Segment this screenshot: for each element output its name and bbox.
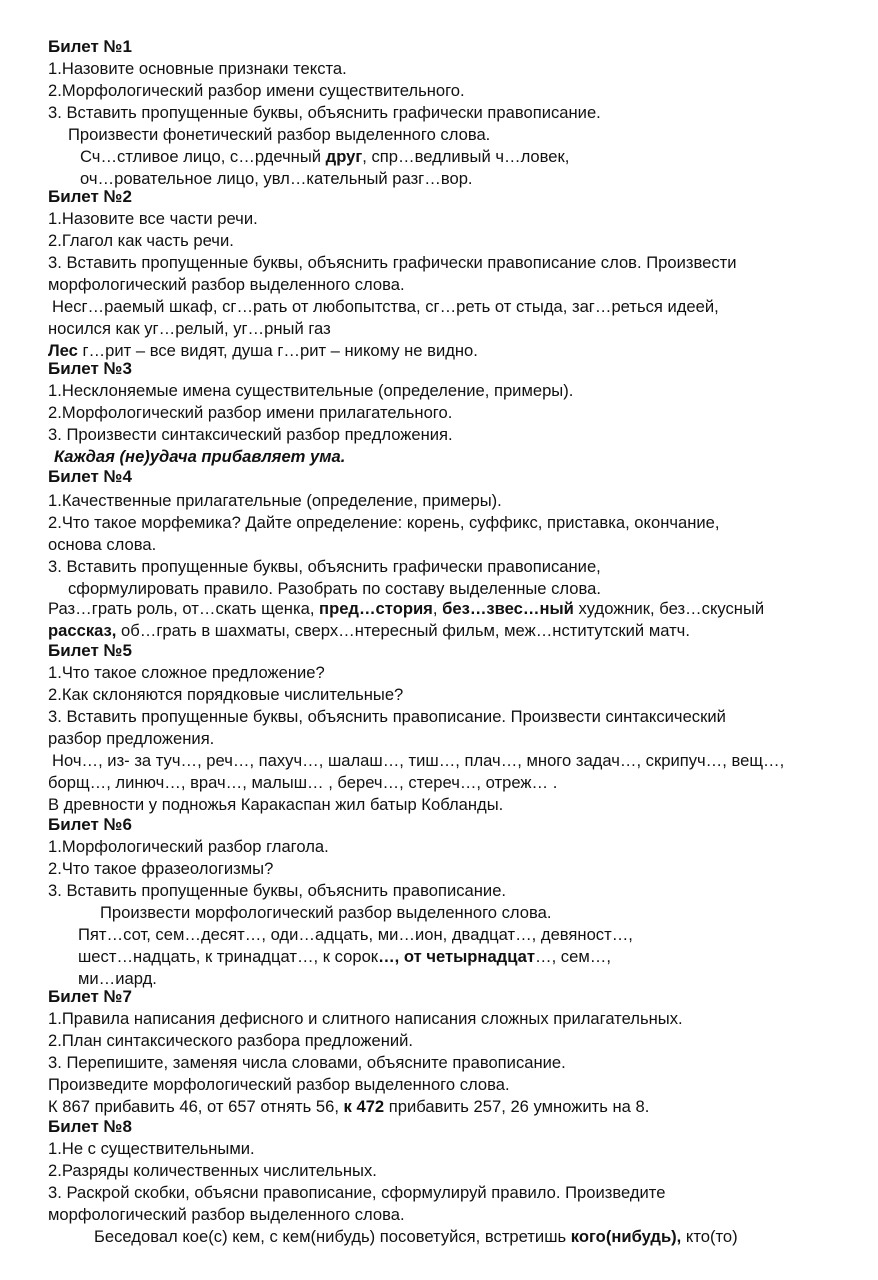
ticket-line (48, 1182, 665, 1204)
text-segment: 2.Что такое фразеологизмы? (48, 859, 274, 878)
ticket-title: Билет №6 (48, 815, 132, 834)
ticket-line (48, 1204, 405, 1226)
text-segment: носился как уг…релый, уг…рный газ (48, 319, 331, 338)
ticket-line (78, 924, 633, 946)
text-segment: сформулировать правило. Разобрать по составу выделенные слова. (68, 579, 602, 598)
ticket-line (48, 1138, 255, 1160)
ticket-line (48, 102, 601, 124)
ticket-title: Билет №4 (48, 467, 132, 486)
text-segment: Ноч…, из- за туч…, реч…, пахуч…, шалаш…, тиш…, плач…, много задач…, скрипуч…, вещ…, (52, 751, 785, 770)
highlighted-word: пред…стория (319, 599, 433, 618)
ticket-line (48, 836, 329, 858)
text-segment: 1.Что такое сложное предложение? (48, 663, 325, 682)
ticket-line (52, 750, 784, 772)
ticket-line (94, 1226, 738, 1248)
text-segment: кто(то) (681, 1227, 738, 1246)
ticket-title: Билет №8 (48, 1117, 132, 1136)
ticket-line (48, 706, 726, 728)
text-segment: 1.Правила написания дефисного и слитного написания сложных прилагательных. (48, 1009, 683, 1028)
text-segment: Произвести фонетический разбор выделенного слова. (68, 125, 491, 144)
ticket-line (80, 168, 473, 190)
text-segment: 2.Глагол как часть речи. (48, 231, 234, 250)
ticket-title: Билет №2 (48, 187, 132, 206)
ticket-line (68, 578, 601, 600)
ticket-line (48, 274, 405, 296)
text-segment: 1.Назовите все части речи. (48, 209, 258, 228)
highlighted-word: к 472 (343, 1097, 385, 1116)
text-segment: Произвести морфологический разбор выделенного слова. (100, 903, 552, 922)
ticket-title: Билет №5 (48, 641, 132, 660)
text-segment: Несг…раемый шкаф, сг…рать от любопытства, сг…реть от стыда, заг…реться идеей, (52, 297, 719, 316)
text-segment: 3. Перепишите, заменяя числа словами, объясните правописание. (48, 1053, 566, 1072)
highlighted-word: …, от четырнадцат (378, 947, 535, 966)
text-segment: 1.Качественные прилагательные (определение, примеры). (48, 491, 502, 510)
ticket-line (48, 424, 453, 446)
text-segment: 3. Произвести синтаксический разбор предложения. (48, 425, 453, 444)
ticket-line (78, 946, 611, 968)
ticket-line (48, 620, 690, 642)
text-segment: К 867 прибавить 46, от 657 отнять 56, (48, 1097, 344, 1116)
text-segment: ми…иард. (78, 969, 157, 988)
text-segment: 1.Несклоняемые имена существительные (определение, примеры). (48, 381, 574, 400)
text-segment: разбор предложения. (48, 729, 215, 748)
text-segment: шест…надцать, к тринадцат…, к сорок (78, 947, 379, 966)
text-segment: об…грать в шахматы, сверх…нтересный фильм, меж…нститутский матч. (116, 621, 690, 640)
text-segment: Беседовал кое(с) кем, с кем(нибудь) посоветуйся, встретишь (94, 1227, 571, 1246)
ticket-line (48, 556, 601, 578)
text-segment: 3. Вставить пропущенные буквы, объяснить правописание. (48, 881, 507, 900)
text-segment: морфологический разбор выделенного слова. (48, 1205, 405, 1224)
text-segment: оч…ровательное лицо, увл…кательный разг…вор. (80, 169, 473, 188)
ticket-line (48, 1096, 649, 1118)
ticket-line (48, 684, 403, 706)
text-segment: , (432, 599, 443, 618)
text-segment: 3. Раскрой скобки, объясни правописание, сформулируй правило. Произведите (48, 1183, 666, 1202)
ticket-line (48, 728, 214, 750)
ticket-line (52, 296, 719, 318)
ticket-line (80, 146, 569, 168)
ticket-line (48, 662, 325, 684)
ticket-line (48, 230, 234, 252)
text-segment: г…рит – все видят, душа г…рит – никому не видно. (77, 341, 478, 360)
text-segment: 2.Как склоняются порядковые числительные? (48, 685, 404, 704)
text-segment: основа слова. (48, 535, 157, 554)
highlighted-word: друг (325, 147, 363, 166)
text-segment: 1.Не с существительными. (48, 1139, 255, 1158)
ticket-line (48, 208, 258, 230)
ticket-line (48, 1160, 377, 1182)
ticket-line (48, 880, 506, 902)
text-segment: В древности у подножья Каракаспан жил батыр Кобланды. (48, 795, 504, 814)
ticket-line (48, 1030, 413, 1052)
ticket-title: Билет №3 (48, 359, 132, 378)
text-segment: Пят…сот, сем…десят…, оди…адцать, ми…ион, двадцат…, девяност…, (78, 925, 633, 944)
text-segment: прибавить 257, 26 умножить на 8. (384, 1097, 650, 1116)
ticket-line (54, 446, 345, 468)
ticket-line (48, 490, 502, 512)
ticket-line (48, 1074, 510, 1096)
ticket-line (48, 772, 557, 794)
text-segment: 2.Разряды количественных числительных. (48, 1161, 377, 1180)
text-segment: Произведите морфологический разбор выделенного слова. (48, 1075, 510, 1094)
text-segment: борщ…, линюч…, врач…, малыш… , береч…, стереч…, отреж… . (48, 773, 558, 792)
ticket-line (48, 252, 737, 274)
ticket-line (48, 380, 573, 402)
highlighted-word: кого(нибудь), (570, 1227, 682, 1246)
text-segment: Раз…грать роль, от…скать щенка, (48, 599, 320, 618)
text-segment: …, сем…, (534, 947, 611, 966)
text-segment: 1.Назовите основные признаки текста. (48, 59, 347, 78)
text-segment: , спр…ведливый ч…ловек, (362, 147, 570, 166)
ticket-line (48, 80, 465, 102)
highlighted-word: Каждая (не)удача прибавляет ума. (54, 447, 346, 466)
ticket-line (48, 58, 347, 80)
ticket-line (48, 598, 764, 620)
text-segment: Сч…стливое лицо, с…рдечный (80, 147, 326, 166)
highlighted-word: Лес (48, 341, 78, 360)
text-segment: 2.План синтаксического разбора предложений. (48, 1031, 414, 1050)
highlighted-word: рассказ, (48, 621, 117, 640)
text-segment: 2.Что такое морфемика? Дайте определение: корень, суффикс, приставка, окончание, (48, 513, 720, 532)
text-segment: 3. Вставить пропущенные буквы, объяснить графически правописание. (48, 103, 601, 122)
text-segment: художник, без…скусный (573, 599, 765, 618)
ticket-line (48, 402, 452, 424)
text-segment: 1.Морфологический разбор глагола. (48, 837, 329, 856)
ticket-line (48, 534, 156, 556)
ticket-line (68, 124, 490, 146)
ticket-line (48, 512, 720, 534)
text-segment: 3. Вставить пропущенные буквы, объяснить графически правописание, (48, 557, 601, 576)
ticket-line (48, 318, 331, 340)
ticket-line (48, 858, 273, 880)
ticket-line (100, 902, 552, 924)
text-segment: 3. Вставить пропущенные буквы, объяснить графически правописание слов. Произвести (48, 253, 737, 272)
text-segment: 2.Морфологический разбор имени прилагательного. (48, 403, 453, 422)
highlighted-word: без…звес…ный (442, 599, 574, 618)
ticket-line (48, 1052, 566, 1074)
ticket-line (48, 1008, 683, 1030)
ticket-title: Билет №7 (48, 987, 132, 1006)
text-segment: 3. Вставить пропущенные буквы, объяснить правописание. Произвести синтаксический (48, 707, 726, 726)
text-segment: 2.Морфологический разбор имени существительного. (48, 81, 465, 100)
ticket-title: Билет №1 (48, 37, 132, 56)
text-segment: морфологический разбор выделенного слова. (48, 275, 405, 294)
ticket-line (48, 794, 503, 816)
